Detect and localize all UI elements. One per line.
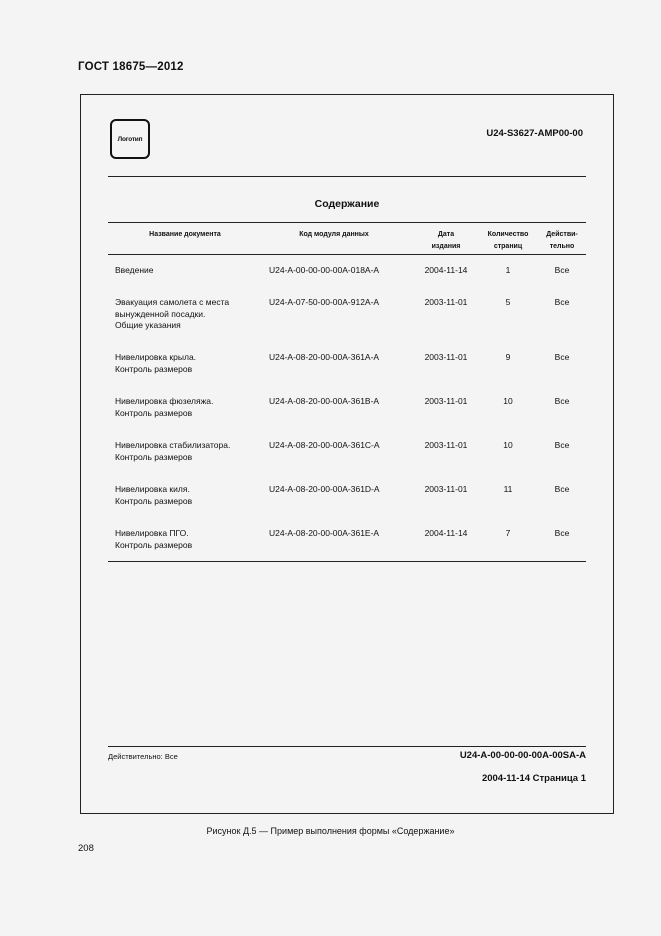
- row-applicability: Все: [554, 528, 570, 538]
- row-date: 2004-11-14: [424, 265, 468, 275]
- footer-module-code: U24-A-00-00-00-00A-00SA-A: [459, 750, 586, 761]
- row-applicability: Все: [554, 352, 570, 362]
- row-name: Нивелировка ПГО. Контроль размеров: [115, 528, 193, 550]
- row-pages: 7: [505, 528, 511, 538]
- row-applicability: Все: [554, 265, 570, 275]
- contents-title: Содержание: [314, 198, 380, 210]
- footer-divider: [108, 746, 586, 747]
- row-name: Нивелировка фюзеляжа. Контроль размеров: [115, 396, 214, 418]
- row-code: U24-A-08-20-00-00A-361C-A: [269, 440, 380, 450]
- row-date: 2003-11-01: [424, 484, 468, 494]
- column-header-code: Код модуля данных: [299, 231, 369, 238]
- standard-title: ГОСТ 18675—2012: [78, 61, 184, 73]
- row-name: Нивелировка киля. Контроль размеров: [115, 484, 193, 506]
- row-name: Нивелировка крыла. Контроль размеров: [115, 352, 197, 374]
- row-code: U24-A-08-20-00-00A-361E-A: [269, 528, 380, 538]
- row-date: 2003-11-01: [424, 297, 468, 307]
- row-date: 2003-11-01: [424, 396, 468, 406]
- document-code: U24-S3627-AMP00-00: [486, 128, 583, 139]
- figure-caption: Рисунок Д.5 — Пример выполнения формы «Содержание»: [206, 826, 455, 836]
- row-applicability: Все: [554, 297, 570, 307]
- row-pages: 9: [505, 352, 511, 362]
- row-applicability: Все: [554, 396, 570, 406]
- row-date: 2004-11-14: [424, 528, 468, 538]
- row-code: U24-A-08-20-00-00A-361A-A: [269, 352, 380, 362]
- row-name: Нивелировка стабилизатора. Контроль размеров: [115, 440, 231, 462]
- table-top-rule: [108, 222, 586, 223]
- row-name: Эвакуация самолета с места вынужденной посадки. Общие указания: [115, 297, 230, 330]
- row-name: Введение: [115, 265, 154, 275]
- table-bottom-rule: [108, 561, 586, 562]
- row-pages: 11: [503, 484, 513, 494]
- row-pages: 1: [505, 265, 511, 275]
- row-code: U24-A-08-20-00-00A-361B-A: [269, 396, 380, 406]
- row-pages: 5: [505, 297, 511, 307]
- sheet-frame: [80, 94, 614, 814]
- page-number: 208: [78, 843, 94, 854]
- row-date: 2003-11-01: [424, 440, 468, 450]
- row-applicability: Все: [554, 484, 570, 494]
- footer-date-page: 2004-11-14 Страница 1: [481, 773, 586, 784]
- column-header-date: Дата издания: [431, 231, 461, 250]
- row-code: U24-A-00-00-00-00A-018A-A: [269, 265, 380, 275]
- header-divider: [108, 176, 586, 177]
- row-applicability: Все: [554, 440, 570, 450]
- row-code: U24-A-08-20-00-00A-361D-A: [269, 484, 380, 494]
- row-code: U24-A-07-50-00-00A-912A-A: [269, 297, 380, 307]
- footer-applicability: Действительно: Все: [108, 752, 178, 761]
- column-header-applicability: Действи- тельно: [546, 231, 578, 250]
- row-date: 2003-11-01: [424, 352, 468, 362]
- row-pages: 10: [503, 440, 513, 450]
- column-header-name: Название документа: [149, 231, 221, 238]
- column-header-pages: Количество страниц: [487, 231, 529, 250]
- logo-placeholder: Логотип: [110, 119, 150, 159]
- header-bottom-rule: [108, 254, 586, 255]
- row-pages: 10: [503, 396, 513, 406]
